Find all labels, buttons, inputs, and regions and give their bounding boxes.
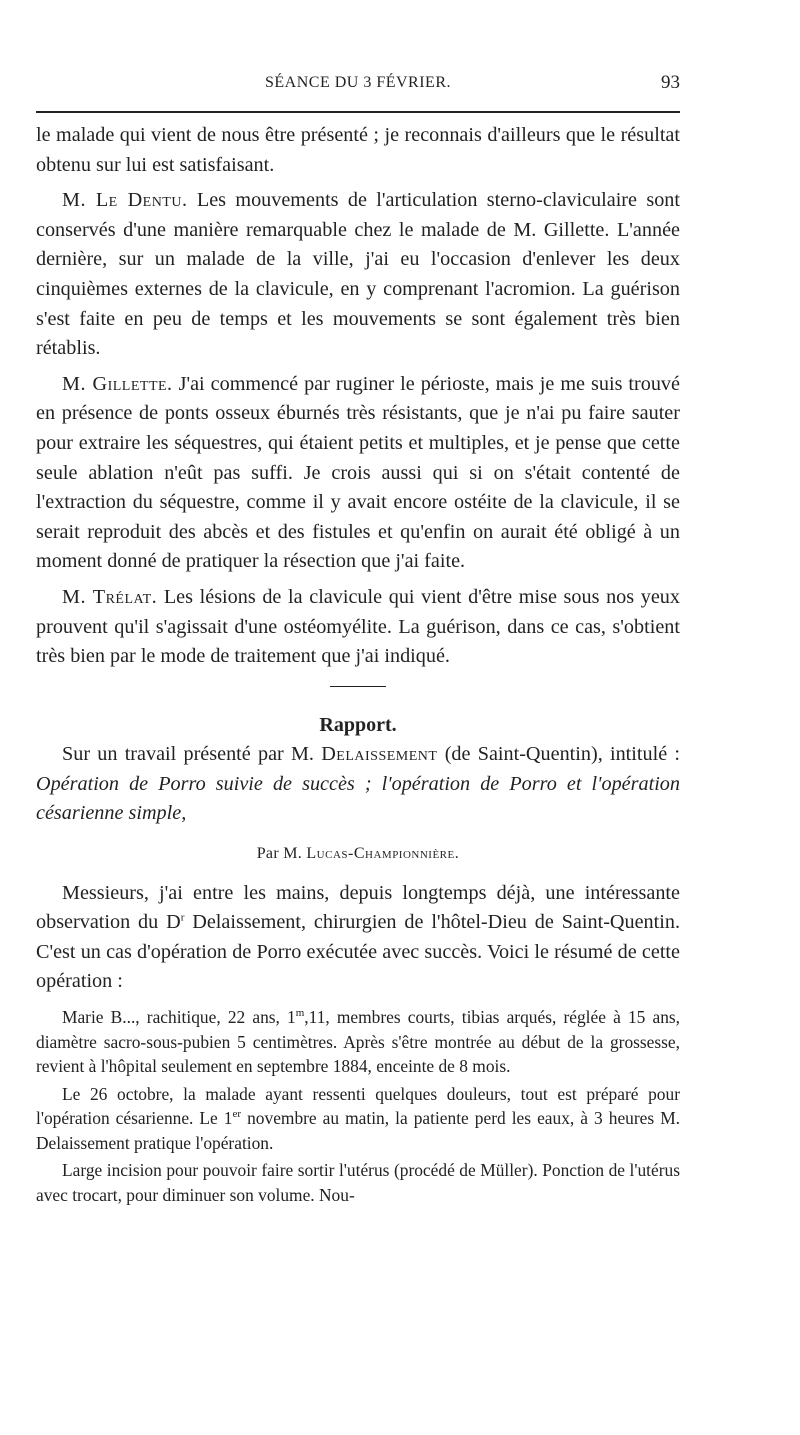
- case-observation: [36, 1005, 680, 1207]
- report-paragraph: Messieurs, j'ai entre les mains, depuis longtemps déjà, une intéressante observation du $D^r$ Delaissement, chirurgien de l'hôtel-Dieu de Saint-Quentin. C'est un cas d'opération de Porro exécutée avec succès. Voici le résumé de cette opération :: [36, 881, 680, 993]
- page-header: [36, 74, 680, 100]
- paragraph-continued: le malade qui vient de nous être présenté ; je reconnais d'ailleurs que le résultat obtenu sur lui est satisfaisant.: [36, 124, 680, 176]
- author-name: Delaissement: [321, 743, 438, 766]
- report-byline: Par M. Lucas-Championnière.: [256, 845, 460, 863]
- section-divider: [330, 686, 386, 687]
- case-paragraph: Marie B..., rachitique, 22 ans, 1$^m$,11, membres courts, tibias arqués, réglée à 15 ans, diamètre sacro-sous-pubien 5 centimètres. Après s'être montrée au début de la grossesse, revient à l'hôpital seulement en septembre 1884, enceinte de 8 mois.: [36, 1007, 681, 1077]
- speaker-name: M. Trélat.: [62, 585, 158, 608]
- paragraph-le-dentu: M. Le Dentu. Les mouvements de l'articulation sterno-claviculaire sont conservés d'une manière remarquable chez le malade de M. Gillette. L'année dernière, sur un malade de la ville, j'ai eu l'occasion d'enlever les deux cinquièmes externes de la clavicule, en y comprenant l'acromion. La guérison s'est faite en peu de temps et les mouvements se sont également très bien rétablis.: [36, 189, 680, 360]
- speaker-name: M. Le Dentu.: [62, 189, 188, 212]
- paragraph-gillette: M. Gillette. J'ai commencé par ruginer le périoste, mais je me suis trouvé en présence de ponts osseux éburnés très résistants, que je n'ai pu faire sauter pour extraire les séquestres, qui étaient petits et multiples, et je pense que cette seule ablation n'eût pas suffi. Je crois aussi qui si on s'était contenté de l'extraction du séquestre, comme il y avait encore ostéite de la clavicule, il se serait reproduit des abcès et des fistules et qu'enfin on aurait été obligé à un moment donné de pratiquer la résection que j'ai faite.: [36, 372, 680, 573]
- case-paragraph: Le 26 octobre, la malade ayant ressenti quelques douleurs, tout est préparé pour l'opération césarienne. Le 1er novembre au matin, la patiente perd les eaux, à 3 heures M. Delaissement pratique l'opération.: [36, 1083, 680, 1153]
- page-number: 93: [661, 72, 680, 93]
- speaker-name: M. Gillette.: [62, 372, 173, 395]
- header-rule: [36, 111, 680, 113]
- report-intro: Sur un travail présenté par M. Delaissement (de Saint-Quentin), intitulé : Opération de Porro suivie de succès ; l'opération de Porro et l'opération césarienne simple,: [36, 743, 681, 825]
- body-text: [36, 121, 680, 1207]
- section-title: Rapport.: [319, 713, 397, 736]
- case-paragraph: Large incision pour pouvoir faire sortir l'utérus (procédé de Müller). Ponction de l'utérus avec trocart, pour diminuer son volume. Nou-: [36, 1160, 680, 1205]
- paragraph-trelat: M. Trélat. Les lésions de la clavicule qui vient d'être mise sous nos yeux prouvent qu'il s'agissait d'une ostéomyélite. La guérison, dans ce cas, s'obtient très bien par le mode de traitement que j'ai indiqué.: [36, 585, 680, 668]
- reporter-name: Lucas-Championnière.: [306, 845, 460, 863]
- running-title: SÉANCE DU 3 FÉVRIER.: [264, 74, 451, 91]
- work-title: Opération de Porro suivie de succès ; l'opération de Porro et l'opération césarienne simple,: [36, 772, 680, 825]
